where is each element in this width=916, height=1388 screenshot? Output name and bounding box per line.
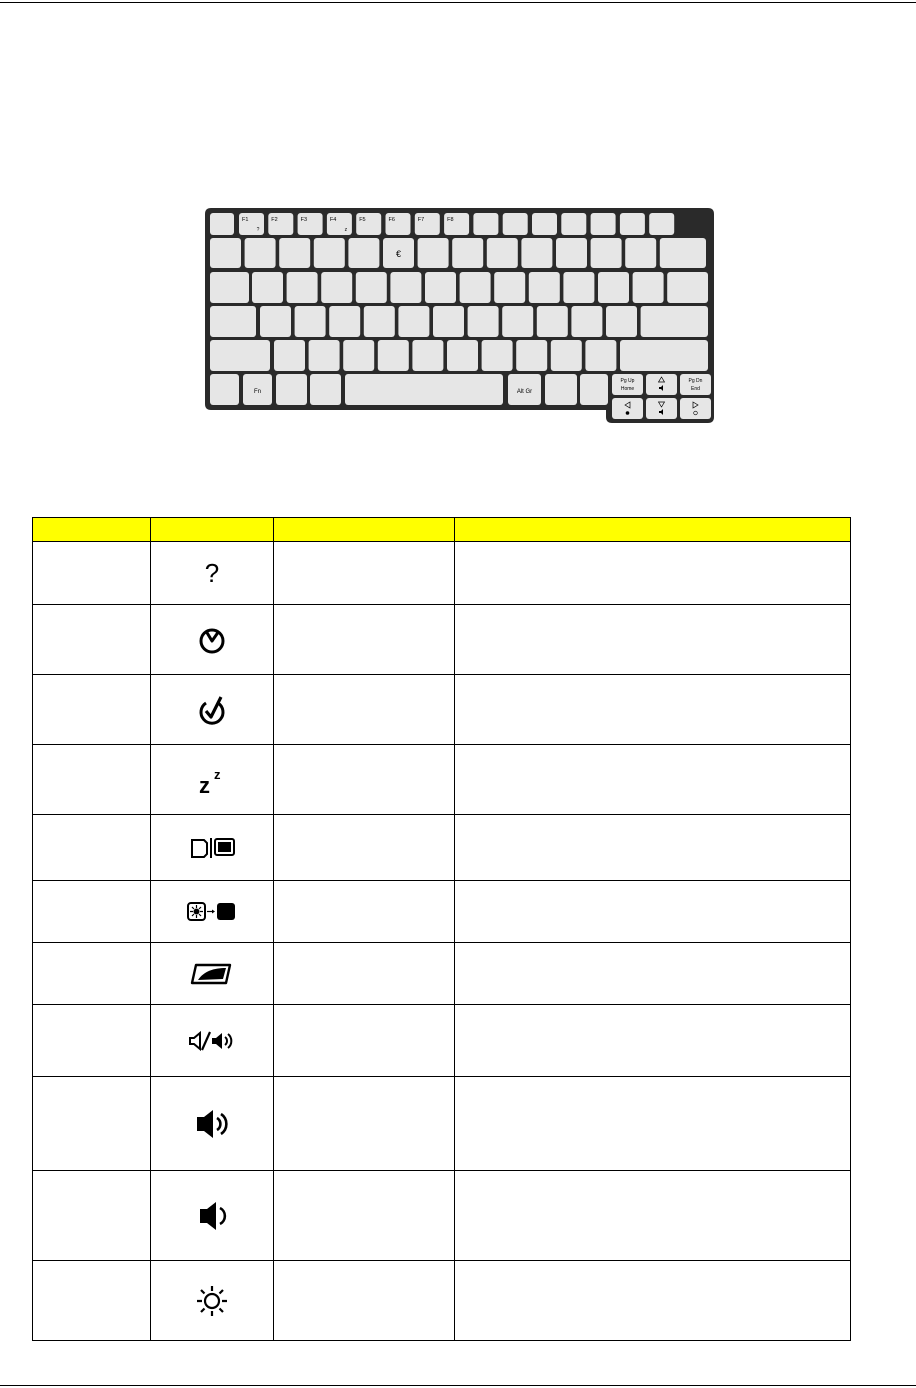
- description-cell: [455, 1005, 851, 1077]
- key-esc: [210, 213, 234, 235]
- description-cell: [455, 675, 851, 745]
- power-management-icon: [151, 625, 273, 655]
- key: [537, 306, 568, 337]
- function-cell: [274, 1171, 455, 1261]
- table-row: [33, 943, 851, 1005]
- bottom-rule: [0, 1385, 916, 1386]
- key-shift-left: [210, 340, 270, 371]
- key: [276, 374, 307, 405]
- table-row: [33, 542, 851, 605]
- sleep-icon: [151, 765, 273, 795]
- key: [606, 306, 637, 337]
- key-sublabel: ?: [256, 227, 260, 233]
- function-cell: [274, 1261, 455, 1341]
- table-header-row: [33, 518, 851, 542]
- hotkey-cell: [33, 1261, 151, 1341]
- key: [585, 340, 616, 371]
- key: [398, 306, 429, 337]
- key: [571, 306, 602, 337]
- description-cell: [455, 815, 851, 881]
- table-row: [33, 815, 851, 881]
- euro-symbol: €: [395, 249, 402, 259]
- key-shift-right: [620, 340, 708, 371]
- key: [556, 238, 587, 268]
- key: [287, 272, 318, 303]
- key: [633, 272, 664, 303]
- home-label: Home: [620, 386, 635, 392]
- key-space: [345, 374, 503, 405]
- icon-cell: [151, 675, 274, 745]
- svg-text:z: z: [214, 766, 221, 782]
- power-checkmark-icon: [151, 693, 273, 727]
- hotkey-cell: [33, 815, 151, 881]
- hotkey-table: [32, 517, 851, 1341]
- key: [343, 340, 374, 371]
- hotkey-cell: [33, 542, 151, 605]
- icon-cell: [151, 943, 274, 1005]
- icon-cell: [151, 1005, 274, 1077]
- key: [620, 213, 645, 235]
- table-row: [33, 1005, 851, 1077]
- table-row: [33, 1171, 851, 1261]
- key: [412, 340, 443, 371]
- key: [390, 272, 421, 303]
- touchpad-toggle-icon: [151, 963, 273, 985]
- key: [452, 238, 483, 268]
- key-label: F8: [447, 217, 454, 223]
- key-left: [612, 398, 643, 419]
- key-tab: [210, 272, 249, 303]
- display-toggle-icon: [151, 837, 273, 859]
- icon-cell: [151, 542, 274, 605]
- key-label: F1: [242, 217, 249, 223]
- key-right: [680, 398, 711, 419]
- function-cell: [274, 1005, 455, 1077]
- function-cell: [274, 605, 455, 675]
- key: [245, 238, 276, 268]
- key: [447, 340, 478, 371]
- key: [295, 306, 326, 337]
- key: [364, 306, 395, 337]
- table-row: [33, 745, 851, 815]
- key: [378, 340, 409, 371]
- key: [425, 272, 456, 303]
- screen-blank-icon: [151, 901, 273, 923]
- function-cell: [274, 675, 455, 745]
- key: [494, 272, 525, 303]
- key-label: F5: [359, 217, 366, 223]
- key: [591, 238, 622, 268]
- svg-text:?: ?: [204, 559, 220, 587]
- key: [625, 238, 656, 268]
- icon-cell: [151, 745, 274, 815]
- key: [503, 213, 528, 235]
- pg-dn-label: Pg Dn: [688, 378, 703, 384]
- description-cell: [455, 1171, 851, 1261]
- key: [516, 340, 547, 371]
- icon-cell: [151, 881, 274, 943]
- alt-gr-label: Alt Gr: [516, 389, 533, 395]
- key: [532, 213, 557, 235]
- keyboard-diagram: [203, 207, 715, 425]
- table-row: [33, 605, 851, 675]
- key-label: F2: [271, 217, 278, 223]
- hotkey-cell: [33, 881, 151, 943]
- key: [487, 238, 518, 268]
- key-ctrl: [210, 374, 239, 405]
- end-label: End: [691, 386, 700, 392]
- key: [460, 272, 491, 303]
- key: [482, 340, 513, 371]
- hotkey-cell: [33, 675, 151, 745]
- icon-cell: [151, 815, 274, 881]
- key: [433, 306, 464, 337]
- key: [210, 238, 241, 268]
- key: [598, 272, 629, 303]
- key-backspace: [660, 238, 706, 268]
- key: [591, 213, 616, 235]
- header-cell: [33, 518, 151, 542]
- function-cell: [274, 542, 455, 605]
- brightness-up-icon: [151, 1285, 273, 1317]
- key-label: F3: [300, 217, 308, 223]
- hotkey-cell: [33, 943, 151, 1005]
- table-row: [33, 881, 851, 943]
- function-cell: [274, 745, 455, 815]
- speaker-toggle-icon: [151, 1030, 273, 1052]
- brightness-down-icon: [626, 411, 630, 415]
- function-cell: [274, 1077, 455, 1171]
- description-cell: [455, 745, 851, 815]
- hotkey-cell: [33, 1005, 151, 1077]
- key: [356, 272, 387, 303]
- description-cell: [455, 542, 851, 605]
- key-label: F6: [388, 217, 395, 223]
- table-row: [33, 675, 851, 745]
- function-cell: [274, 881, 455, 943]
- table-row: [33, 1077, 851, 1171]
- key-caps: [210, 306, 256, 337]
- key: [502, 306, 533, 337]
- description-cell: [455, 881, 851, 943]
- key: [521, 238, 552, 268]
- volume-up-icon: [151, 1107, 273, 1141]
- key-down: [646, 398, 677, 419]
- top-rule: [0, 2, 916, 3]
- fn-key-label: Fn: [253, 389, 262, 395]
- key-sublabel: z: [344, 227, 348, 233]
- description-cell: [455, 1261, 851, 1341]
- hotkey-cell: [33, 745, 151, 815]
- hotkey-cell: [33, 605, 151, 675]
- table-row: [33, 1261, 851, 1341]
- key: [563, 272, 594, 303]
- key: [309, 340, 340, 371]
- key: [314, 238, 345, 268]
- svg-text:z: z: [199, 772, 210, 795]
- key-label: F7: [417, 217, 425, 223]
- key: [418, 238, 449, 268]
- key-backslash: [667, 272, 708, 303]
- key: [561, 213, 586, 235]
- function-cell: [274, 943, 455, 1005]
- key: [310, 374, 341, 405]
- key: [473, 213, 498, 235]
- icon-cell: [151, 1261, 274, 1341]
- key: [649, 213, 674, 235]
- key: [529, 272, 560, 303]
- description-cell: [455, 605, 851, 675]
- pg-up-label: Pg Up: [620, 378, 635, 384]
- volume-down-icon: [151, 1199, 273, 1233]
- key: [545, 374, 577, 405]
- description-cell: [455, 943, 851, 1005]
- icon-cell: [151, 605, 274, 675]
- header-cell: [151, 518, 274, 542]
- key: [274, 340, 305, 371]
- key: [348, 238, 379, 268]
- key: [551, 340, 582, 371]
- description-cell: [455, 1077, 851, 1171]
- key-label: F4: [329, 217, 337, 223]
- key: [468, 306, 499, 337]
- key: [260, 306, 291, 337]
- key: [279, 238, 310, 268]
- help-icon: [151, 559, 273, 587]
- hotkey-cell: [33, 1171, 151, 1261]
- icon-cell: [151, 1077, 274, 1171]
- key: [580, 374, 608, 405]
- header-cell: [455, 518, 851, 542]
- hotkey-cell: [33, 1077, 151, 1171]
- icon-cell: [151, 1171, 274, 1261]
- key-enter: [641, 306, 708, 337]
- key: [252, 272, 283, 303]
- function-cell: [274, 815, 455, 881]
- key: [329, 306, 360, 337]
- key: [321, 272, 352, 303]
- header-cell: [274, 518, 455, 542]
